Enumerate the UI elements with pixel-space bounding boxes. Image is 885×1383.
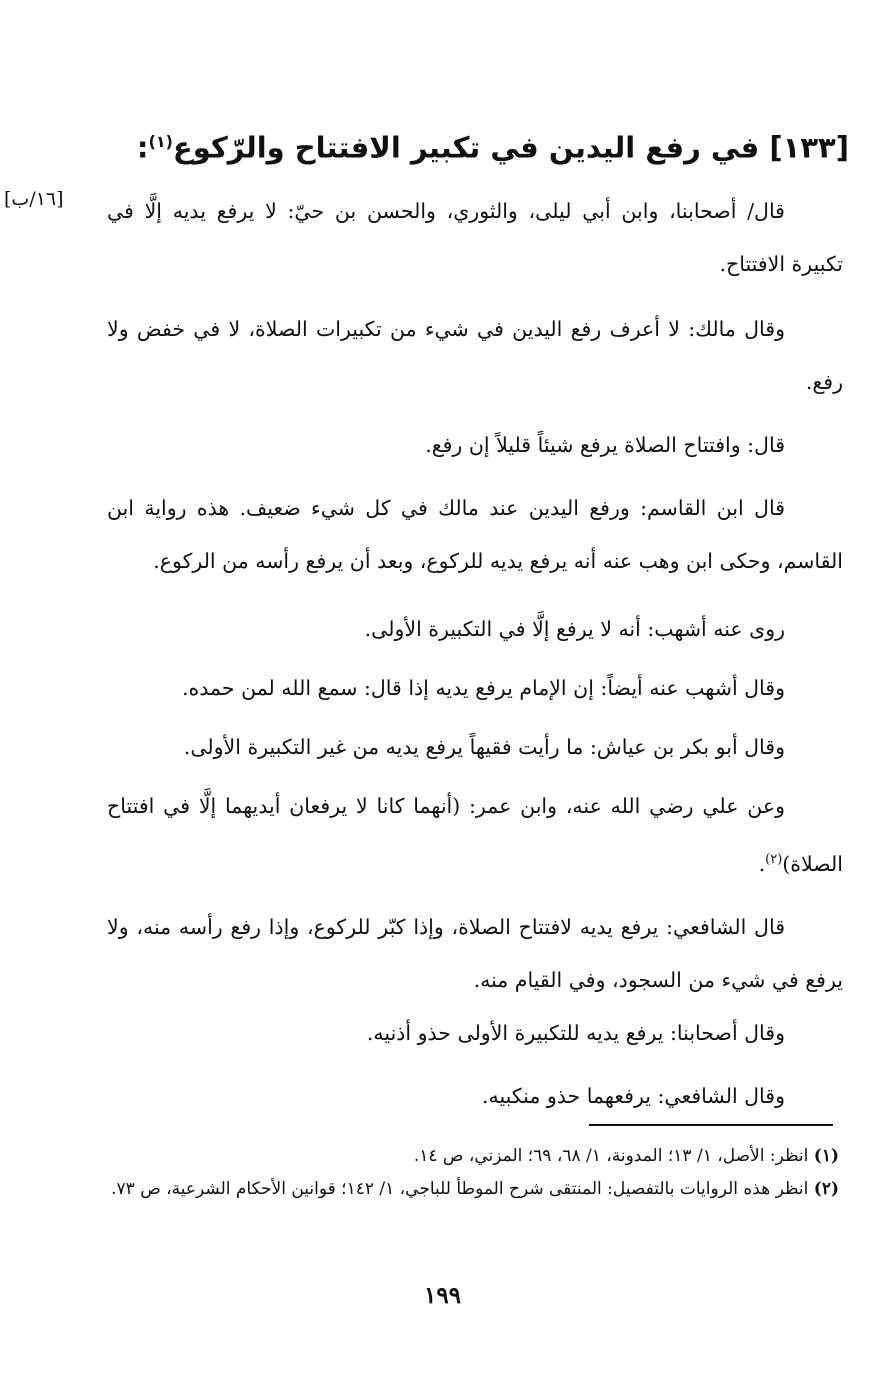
paragraph-10: وقال أصحابنا: يرفع يديه للتكبيرة الأولى حذو أذنيه.	[366, 1020, 785, 1045]
footnote-divider	[589, 1124, 833, 1126]
heading-text: [١٣٣] في رفع اليدين في تكبير الافتتاح والرّكوع	[172, 130, 849, 165]
paragraph-5: روى عنه أشهب: أنه لا يرفع إلَّا في التكبيرة الأولى.	[364, 617, 785, 641]
paragraph-8-tail: .	[758, 851, 766, 876]
paragraph-1: قال/ أصحابنا، وابن أبي ليلى، والثوري، والحسن بن حيّ: لا يرفع يديه إلَّا في تكبيرة الافتتاح.	[107, 199, 843, 276]
paragraph-8	[107, 780, 843, 891]
paragraph-2: وقال مالك: لا أعرف رفع اليدين في شيء من تكبيرات الصلاة، لا في خفض ولا رفع.	[107, 317, 843, 394]
paragraph-6: وقال أشهب عنه أيضاً: إن الإمام يرفع يديه إذا قال: سمع الله لمن حمده.	[182, 676, 785, 700]
heading-footnote-ref: (١)	[148, 132, 173, 151]
paragraph-7: وقال أبو بكر بن عياش: ما رأيت فقيهاً يرفع يديه من غير التكبيرة الأولى.	[183, 735, 785, 759]
section-heading	[136, 120, 849, 170]
paragraph-11: وقال الشافعي: يرفعهما حذو منكبيه.	[481, 1083, 785, 1108]
footnote-1-text: انظر: الأصل، ١/ ١٣؛ المدونة، ١/ ٦٨، ٦٩؛ المزني، ص ١٤.	[413, 1146, 809, 1166]
heading-tail: :	[136, 130, 149, 165]
footnotes	[99, 1140, 839, 1206]
body-text-block-2	[107, 603, 843, 1123]
footnote-2	[99, 1173, 839, 1206]
manuscript-folio-marker: [١٦/ب]	[4, 188, 64, 210]
paragraph-8-footnote-ref: (٢)	[765, 852, 783, 867]
footnote-1	[99, 1140, 839, 1173]
paragraph-3: قال: وافتتاح الصلاة يرفع شيئاً قليلاً إن رفع.	[425, 433, 785, 457]
page-number: ١٩٩	[423, 1282, 462, 1309]
paragraph-9: قال الشافعي: يرفع يديه لافتتاح الصلاة، وإذا كبّر للركوع، وإذا رفع رأسه منه، ولا يرفع في شيء من السجود، وفي القيام منه.	[107, 914, 843, 992]
paragraph-4: قال ابن القاسم: ورفع اليدين عند مالك في كل شيء ضعيف. هذه رواية ابن القاسم، وحكى ابن وهب عنه أنه يرفع يديه للركوع، وبعد أن يرفع رأسه من الركوع.	[107, 496, 843, 573]
body-text-block-1	[107, 185, 843, 588]
paragraph-8-text: وعن علي رضي الله عنه، وابن عمر: (أنهما كانا لا يرفعان أيديهما إلَّا في افتتاح الصلاة)	[107, 794, 843, 876]
footnote-2-number: (٢)	[813, 1179, 839, 1199]
footnote-2-text: انظر هذه الروايات بالتفصيل: المنتقى شرح الموطأ للباجي، ١/ ١٤٢؛ قوانين الأحكام الشرعية، ص ٧٣.	[111, 1179, 809, 1199]
footnote-1-number: (١)	[813, 1146, 839, 1166]
